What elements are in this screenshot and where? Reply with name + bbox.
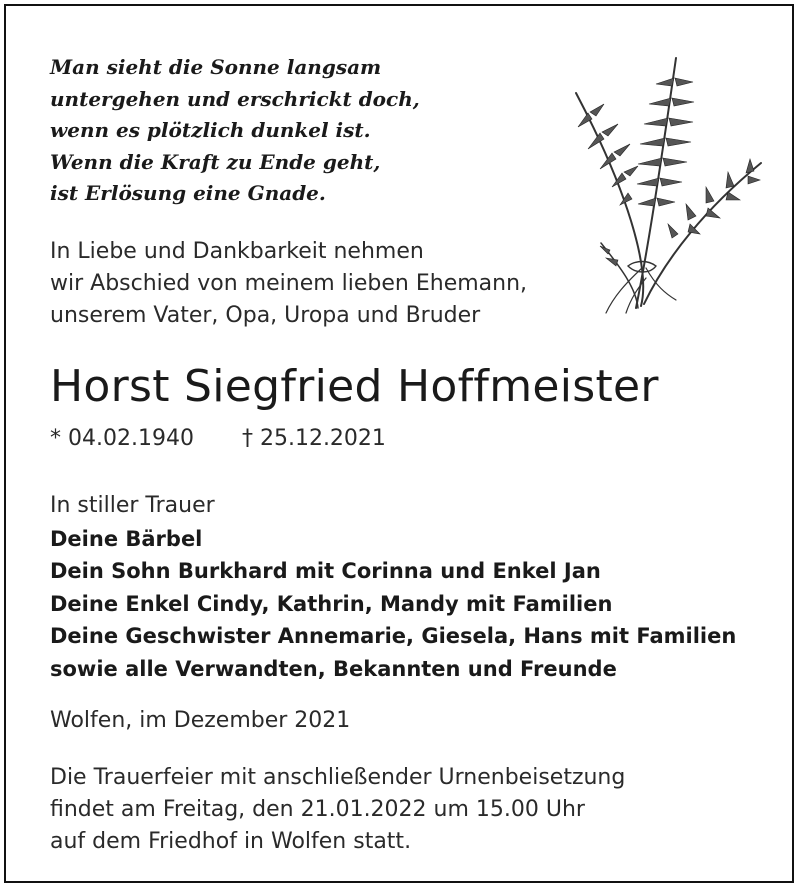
poem-line: untergehen und erschrickt doch,	[50, 86, 420, 111]
intro-line: unserem Vater, Opa, Uropa und Bruder	[50, 303, 481, 328]
mourners-section	[50, 490, 736, 685]
intro-text	[50, 236, 527, 332]
life-dates	[50, 424, 386, 454]
intro-line: In Liebe und Dankbarkeit nehmen	[50, 239, 424, 264]
service-line: findet am Freitag, den 21.01.2022 um 15.00 Uhr	[50, 797, 585, 822]
mourner-line: Deine Geschwister Annemarie, Giesela, Hans mit Familien	[50, 624, 737, 648]
poem-line: Man sieht die Sonne langsam	[50, 55, 382, 79]
obituary-frame	[4, 4, 794, 883]
deceased-name: Horst Siegfried Hoffmeister	[50, 361, 659, 412]
fern-bouquet-icon	[566, 38, 766, 318]
funeral-service-info	[50, 762, 625, 858]
mourner-line: sowie alle Verwandten, Bekannten und Freunde	[50, 656, 617, 681]
mourners-label: In stiller Trauer	[50, 493, 215, 518]
mourner-line: Deine Bärbel	[50, 526, 203, 551]
mourner-line: Deine Enkel Cindy, Kathrin, Mandy mit Familien	[50, 591, 613, 616]
service-line: auf dem Friedhof in Wolfen statt.	[50, 829, 412, 854]
poem-line: wenn es plötzlich dunkel ist.	[50, 118, 371, 142]
poem-line: ist Erlösung eine Gnade.	[50, 181, 326, 205]
mourner-line: Dein Sohn Burkhard mit Corinna und Enkel Jan	[50, 559, 601, 583]
service-line: Die Trauerfeier mit anschließender Urnenbeisetzung	[50, 765, 626, 790]
intro-line: wir Abschied von meinem lieben Ehemann,	[50, 271, 528, 296]
place-date: Wolfen, im Dezember 2021	[50, 708, 351, 733]
poem-line: Wenn die Kraft zu Ende geht,	[50, 149, 381, 174]
birth-date: * 04.02.1940	[50, 426, 194, 451]
poem	[50, 52, 420, 210]
death-date: † 25.12.2021	[241, 426, 386, 451]
